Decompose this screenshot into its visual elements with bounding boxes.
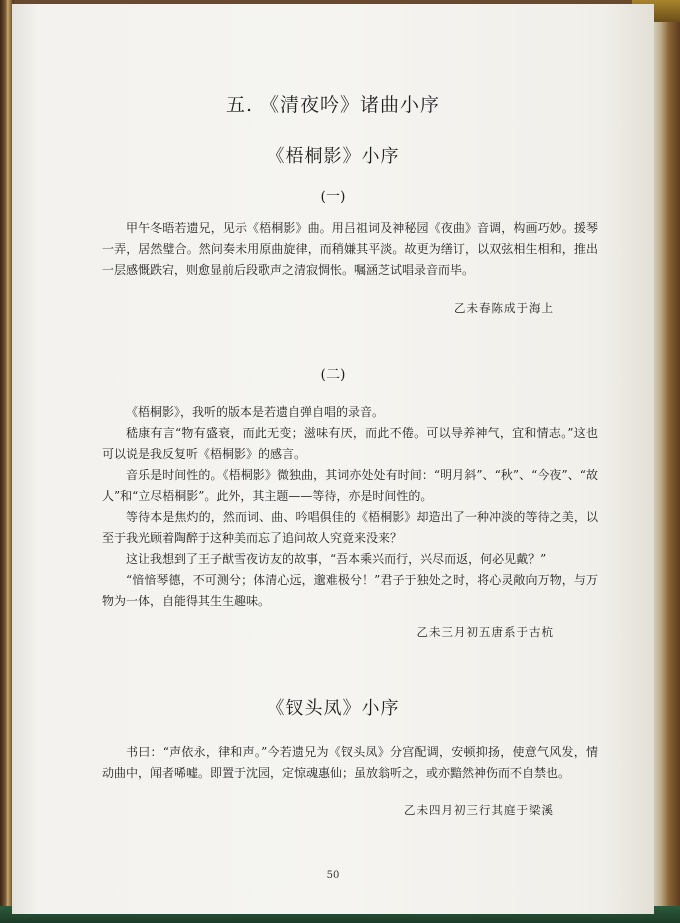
paragraph: 音乐是时间性的。《梧桐影》微独曲，其词亦处处有时间：“明月斜”、“秋”、“今夜”、“故人”和“立尽梧桐影”。此外，其主题——等待，亦是时间性的。: [102, 468, 598, 503]
paragraph: 等待本是焦灼的，然而词、曲、吟唱俱佳的《梧桐影》却造出了一种冲淡的等待之美，以至于我光顾着陶醉于这种美而忘了追问故人究竟来没来？: [102, 510, 598, 545]
part-number-1: (一): [320, 189, 346, 205]
paragraph: 书曰：“声依永，律和声。”今若遗兄为《钗头凤》分宫配调，安顿抑扬，使意气风发，情动曲中，闻者唏嘘。即置于沈园，定惊魂惠仙；虽放翁听之，或亦黯然神伤而不自禁也。: [102, 745, 598, 780]
paragraph: “愔愔琴德，不可测兮；体清心远，邈难极兮！”君子于独处之时，将心灵敞向万物，与万物为一体，自能得其生生趣味。: [102, 573, 598, 608]
signature: 乙未四月初三行其庭于梁溪: [404, 803, 554, 817]
part-number-2: (二): [320, 367, 346, 383]
page-number: 50: [326, 870, 340, 881]
book-page: [12, 4, 654, 914]
main-title: 五. 《清夜吟》诸曲小序: [225, 94, 441, 116]
paragraph: 甲午冬晤若遗兄，见示《梧桐影》曲。用吕祖词及神秘园《夜曲》音调，构画巧妙。援琴一弄，居然璧合。然问奏未用原曲旋律，而稍嫌其平淡。故更为缮订，以双弦相生相和，推出一层感慨跌宕，则愈显前后段歌声之清寂惆怅。嘱涵芝试唱录音而毕。: [102, 221, 598, 277]
signature: 乙未春陈成于海上: [454, 301, 554, 315]
paragraph: 嵇康有言“物有盛衰，而此无变；滋味有厌，而此不倦。可以导养神气，宜和情志。”这也可以说是我反复听《梧桐影》的感言。: [102, 426, 598, 461]
signature: 乙未三月初五唐系于古杭: [416, 625, 554, 639]
book-edge-right: [652, 0, 680, 923]
section-title-chaitoufeng: 《钗头凤》小序: [266, 698, 400, 719]
paragraph: 这让我想到了王子猷雪夜访友的故事，“吾本乘兴而行，兴尽而返，何必见戴？”: [126, 552, 547, 566]
section-title-wutongying: 《梧桐影》小序: [266, 146, 400, 167]
paragraph: 《梧桐影》，我听的版本是若遗自弹自唱的录音。: [126, 405, 385, 419]
